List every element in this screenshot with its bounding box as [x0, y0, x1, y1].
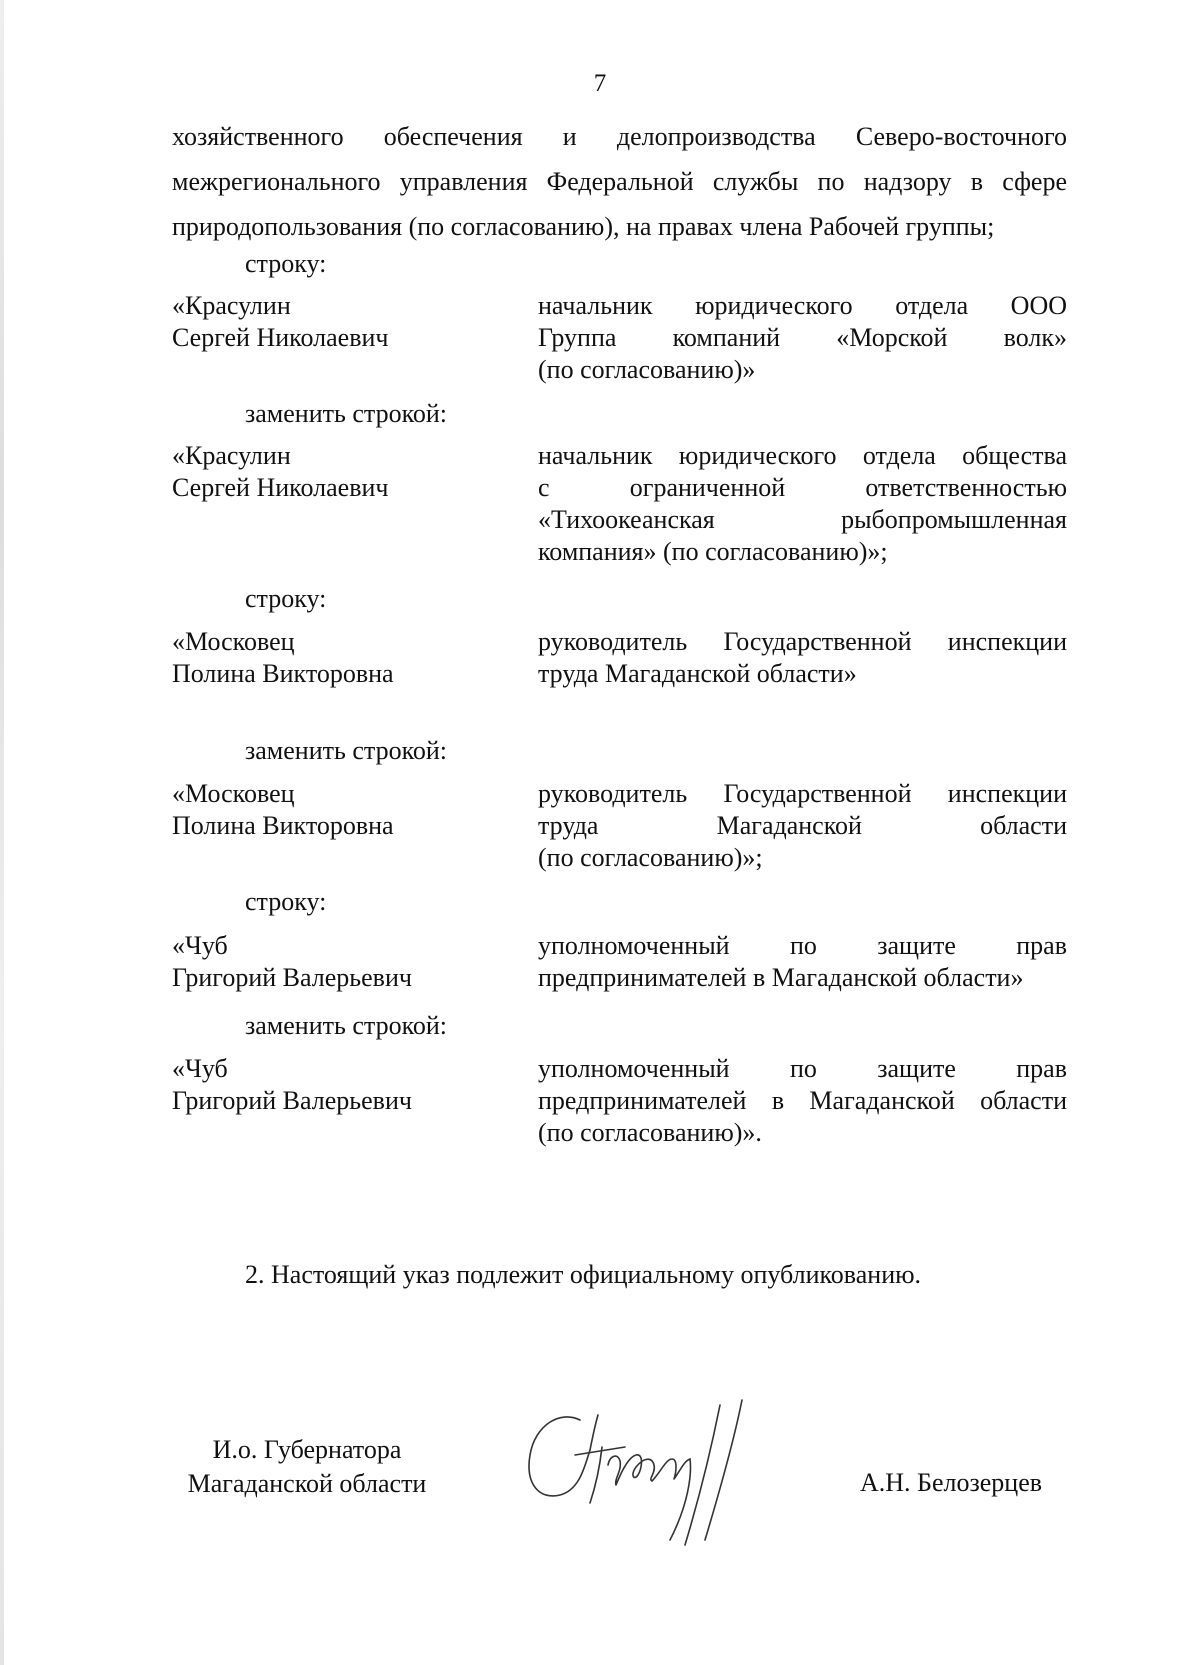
entry-name: [172, 626, 522, 690]
signatory-title-line: И.о. Губернатора: [212, 1435, 402, 1464]
label-stroku: строку:: [245, 887, 327, 916]
entry-name: [172, 440, 522, 504]
signatory-title-line: Магаданской области: [187, 1469, 427, 1498]
handwritten-signature: [520, 1395, 780, 1565]
entry-description-line: предпринимателей в Магаданской области»: [538, 963, 1024, 992]
entry-description-line: труда Магаданской области: [538, 811, 1067, 840]
label-stroku: строку:: [245, 584, 327, 613]
entry-surname: «Красулин: [172, 291, 291, 320]
entry-description-line: (по согласованию)»;: [538, 843, 763, 872]
entry-description: [538, 930, 1067, 994]
intro-line: хозяйственного обеспечения и делопроизводства Северо-восточного: [172, 122, 1067, 151]
entry-description: [538, 1053, 1067, 1149]
entry-description-line: руководитель Государственной инспекции: [538, 627, 1067, 656]
entry-description-line: (по согласованию)»: [538, 355, 756, 384]
entry-given-names: Сергей Николаевич: [172, 473, 389, 502]
entry-description-line: компания» (по согласованию)»;: [538, 537, 888, 566]
entry-description: [538, 778, 1067, 874]
intro-line: природопользования (по согласованию), на правах члена Рабочей группы;: [172, 212, 995, 241]
clause-2: 2. Настоящий указ подлежит официальному опубликованию.: [245, 1260, 922, 1289]
entry-description-line: предпринимателей в Магаданской области: [538, 1086, 1067, 1115]
entry-description-line: уполномоченный по защите прав: [538, 931, 1067, 960]
entry-description-line: Группа компаний «Морской волк»: [538, 323, 1067, 352]
intro-line: межрегионального управления Федеральной службы по надзору в сфере: [172, 167, 1067, 196]
entry-description-line: начальник юридического отдела общества: [538, 441, 1067, 470]
entry-description-line: (по согласованию)».: [538, 1118, 762, 1147]
signatory-title: [172, 1433, 442, 1501]
entry-description-line: «Тихоокеанская рыбопромышленная: [538, 505, 1067, 534]
entry-surname: «Московец: [172, 627, 295, 656]
scan-edge: [0, 0, 4, 1665]
label-zamenit: заменить строкой:: [245, 399, 448, 428]
entry-name: [172, 290, 522, 354]
entry-description: [538, 440, 1067, 568]
entry-given-names: Полина Викторовна: [172, 659, 394, 688]
signer-name: А.Н. Белозерцев: [860, 1468, 1043, 1497]
entry-description-line: начальник юридического отдела ООО: [538, 291, 1067, 320]
entry-given-names: Сергей Николаевич: [172, 323, 389, 352]
entry-surname: «Красулин: [172, 441, 291, 470]
entry-name: [172, 930, 522, 994]
entry-given-names: Григорий Валерьевич: [172, 1086, 412, 1115]
entry-surname: «Чуб: [172, 931, 228, 960]
entry-surname: «Московец: [172, 779, 295, 808]
entry-description-line: с ограниченной ответственностью: [538, 473, 1067, 502]
entry-given-names: Полина Викторовна: [172, 811, 394, 840]
entry-description: [538, 290, 1067, 386]
entry-name: [172, 778, 522, 842]
entry-description: [538, 626, 1067, 690]
entry-surname: «Чуб: [172, 1054, 228, 1083]
label-zamenit: заменить строкой:: [245, 1011, 448, 1040]
entry-name: [172, 1053, 522, 1117]
entry-given-names: Григорий Валерьевич: [172, 963, 412, 992]
page-number: 7: [593, 70, 607, 97]
label-stroku: строку:: [245, 249, 327, 278]
label-zamenit: заменить строкой:: [245, 736, 448, 765]
entry-description-line: уполномоченный по защите прав: [538, 1054, 1067, 1083]
entry-description-line: руководитель Государственной инспекции: [538, 779, 1067, 808]
entry-description-line: труда Магаданской области»: [538, 659, 857, 688]
intro-paragraph: [172, 114, 1067, 249]
